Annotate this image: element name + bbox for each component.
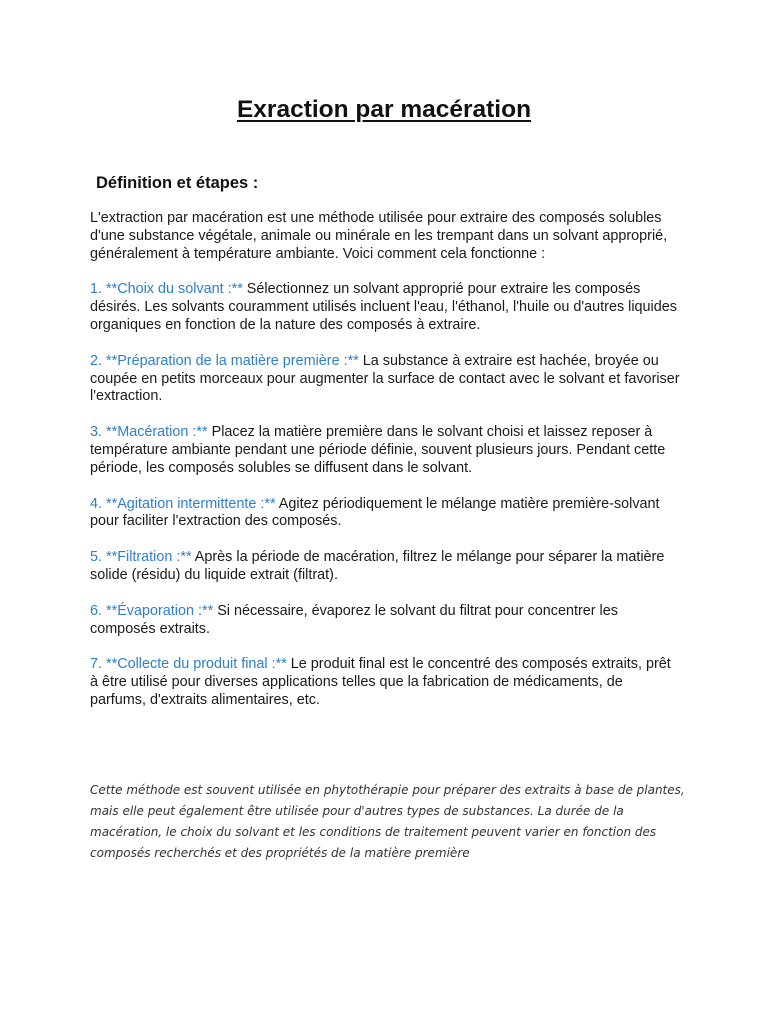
intro-paragraph: L'extraction par macération est une méthode utilisée pour extraire des composés solubles d'une substance végétale, animale ou minérale en les trempant dans un solvant approprié, généralement à température ambiante. Voici comment cela fonctionne : — [90, 210, 668, 262]
step-label: 7. **Collecte du produit final :** — [90, 656, 287, 673]
closing-note: Cette méthode est souvent utilisée en phytothérapie pour préparer des extraits à base de plantes, mais elle peut également être utilisée pour d'autres types de substances. La durée de la macération, le choix du solvant et les conditions de traitement peuvent varier en fonction des composés recherchés et des propriétés de la matière première — [90, 783, 685, 860]
step-text: Agitez périodiquement le mélange matière première-solvant pour faciliter l'extraction des composés. — [90, 495, 660, 530]
step-label: 1. **Choix du solvant :** — [90, 281, 243, 298]
document-body — [90, 210, 680, 728]
document-title: Exraction par macération — [236, 96, 532, 123]
step-item — [90, 496, 680, 532]
step-item — [90, 281, 680, 334]
step-text: Le produit final est le concentré des composés extraits, prêt à être utilisé pour diverses applications telles que la fabrication de médicaments, de parfums, d'extraits alimentaires, etc. — [90, 656, 671, 708]
step-item — [90, 353, 680, 406]
step-label: 2. **Préparation de la matière première :** — [90, 352, 359, 369]
step-label: 3. **Macération :** — [90, 424, 208, 441]
step-label: 5. **Filtration :** — [90, 549, 192, 566]
step-item — [90, 603, 680, 639]
step-item — [90, 424, 680, 477]
step-item — [90, 549, 680, 585]
step-label: 4. **Agitation intermittente :** — [90, 495, 276, 512]
step-item — [90, 656, 680, 709]
section-heading: Définition et étapes : — [96, 174, 259, 192]
step-text: Après la période de macération, filtrez le mélange pour séparer la matière solide (résidu) du liquide extrait (filtrat). — [90, 549, 665, 583]
step-text: Placez la matière première dans le solvant choisi et laissez reposer à température ambiante pendant une période définie, souvent plusieurs jours. Pendant cette période, les composés solubles se diffusent dans le solvant. — [90, 424, 666, 476]
step-text: La substance à extraire est hachée, broyée ou coupée en petits morceaux pour augmenter la surface de contact avec le solvant et favoriser l'extraction. — [90, 352, 680, 405]
step-text: Si nécessaire, évaporez le solvant du filtrat pour concentrer les composés extraits. — [90, 602, 618, 637]
step-text: Sélectionnez un solvant approprié pour extraire les composés désirés. Les solvants couramment utilisés incluent l'eau, l'éthanol, l'huile ou d'autres liquides organiques en fonction de la nature des composés à extraire. — [90, 281, 677, 333]
step-label: 6. **Évaporation :** — [90, 602, 214, 619]
